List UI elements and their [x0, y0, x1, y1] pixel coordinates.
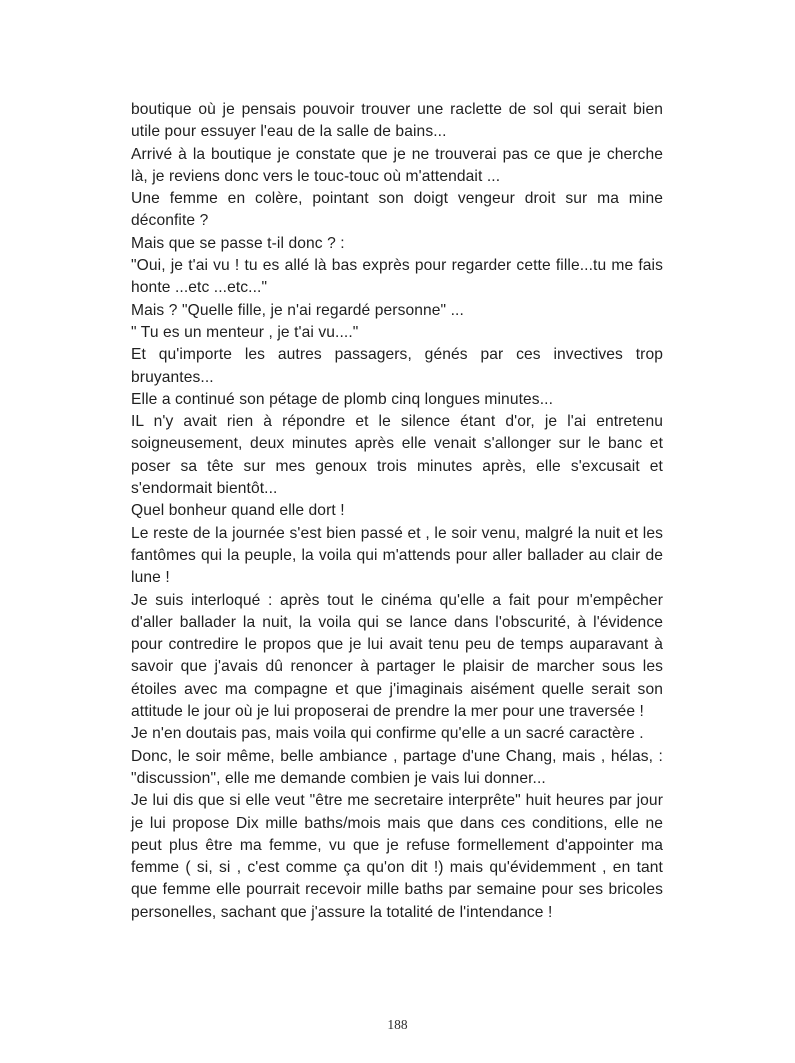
paragraph: " Tu es un menteur , je t'ai vu...." — [131, 323, 359, 341]
paragraph: Je lui dis que si elle veut "être me secretaire interprête" huit heures par jour je lui propose Dix mille baths/mois mais que dans ces conditions, elle ne peut plus être ma femme, vu que je refuse formellement d'appointer ma femme ( si, si , c'est comme ça qu'on dit !) mais qu'évidemment , en tant que femme elle pourrait recevoir mille baths par semaine pour ses bricoles personelles, sachant que j'assure la totalité de l'intendance ! — [131, 792, 663, 921]
text-block — [131, 99, 663, 924]
paragraph: Et qu'importe les autres passagers, génés par ces invectives trop bruyantes... — [131, 346, 663, 386]
paragraph: "Oui, je t'ai vu ! tu es allé là bas exprès pour regarder cette fille...tu me fais honte ...etc ...etc..." — [131, 257, 663, 297]
page-number: 188 — [387, 1017, 408, 1032]
paragraph: boutique où je pensais pouvoir trouver une raclette de sol qui serait bien utile pour essuyer l'eau de la salle de bains... — [131, 101, 663, 141]
paragraph: IL n'y avait rien à répondre et le silence étant d'or, je l'ai entretenu soigneusement, deux minutes après elle venait s'allonger sur le banc et poser sa tête sur mes genoux trois minutes après, elle s'excusait et s'endormait bientôt... — [131, 413, 663, 498]
paragraph: Mais que se passe t-il donc ? : — [131, 234, 345, 252]
paragraph: Elle a continué son pétage de plomb cinq longues minutes... — [131, 390, 554, 408]
paragraph: Je n'en doutais pas, mais voila qui confirme qu'elle a un sacré caractère . — [131, 725, 644, 743]
paragraph: Le reste de la journée s'est bien passé et , le soir venu, malgré la nuit et les fantômes qui la peuple, la voila qui m'attends pour aller ballader au clair de lune ! — [131, 524, 663, 587]
paragraph: Arrivé à la boutique je constate que je ne trouverai pas ce que je cherche là, je reviens donc vers le touc-touc où m'attendait ... — [131, 145, 663, 185]
paragraph: Quel bonheur quand elle dort ! — [131, 502, 345, 520]
paragraph: Je suis interloqué : après tout le cinéma qu'elle a fait pour m'empêcher d'aller ballader la nuit, la voila qui se lance dans l'obscurité, à l'évidence pour contredire le propos que je lui avait tenu peu de temps auparavant à savoir que j'avais dû renoncer à partager le plaisir de marcher sous les étoiles avec ma compagne et que j'imaginais aisément quelle serait son attitude le jour où je lui proposerai de prendre la mer pour une traversée ! — [131, 591, 663, 721]
paragraph: Donc, le soir même, belle ambiance , partage d'une Chang, mais , hélas, : "discussion", elle me demande combien je vais lui donner... — [131, 747, 663, 787]
paragraph: Mais ? "Quelle fille, je n'ai regardé personne" ... — [131, 301, 464, 319]
paragraph: Une femme en colère, pointant son doigt vengeur droit sur ma mine déconfite ? — [131, 190, 663, 230]
